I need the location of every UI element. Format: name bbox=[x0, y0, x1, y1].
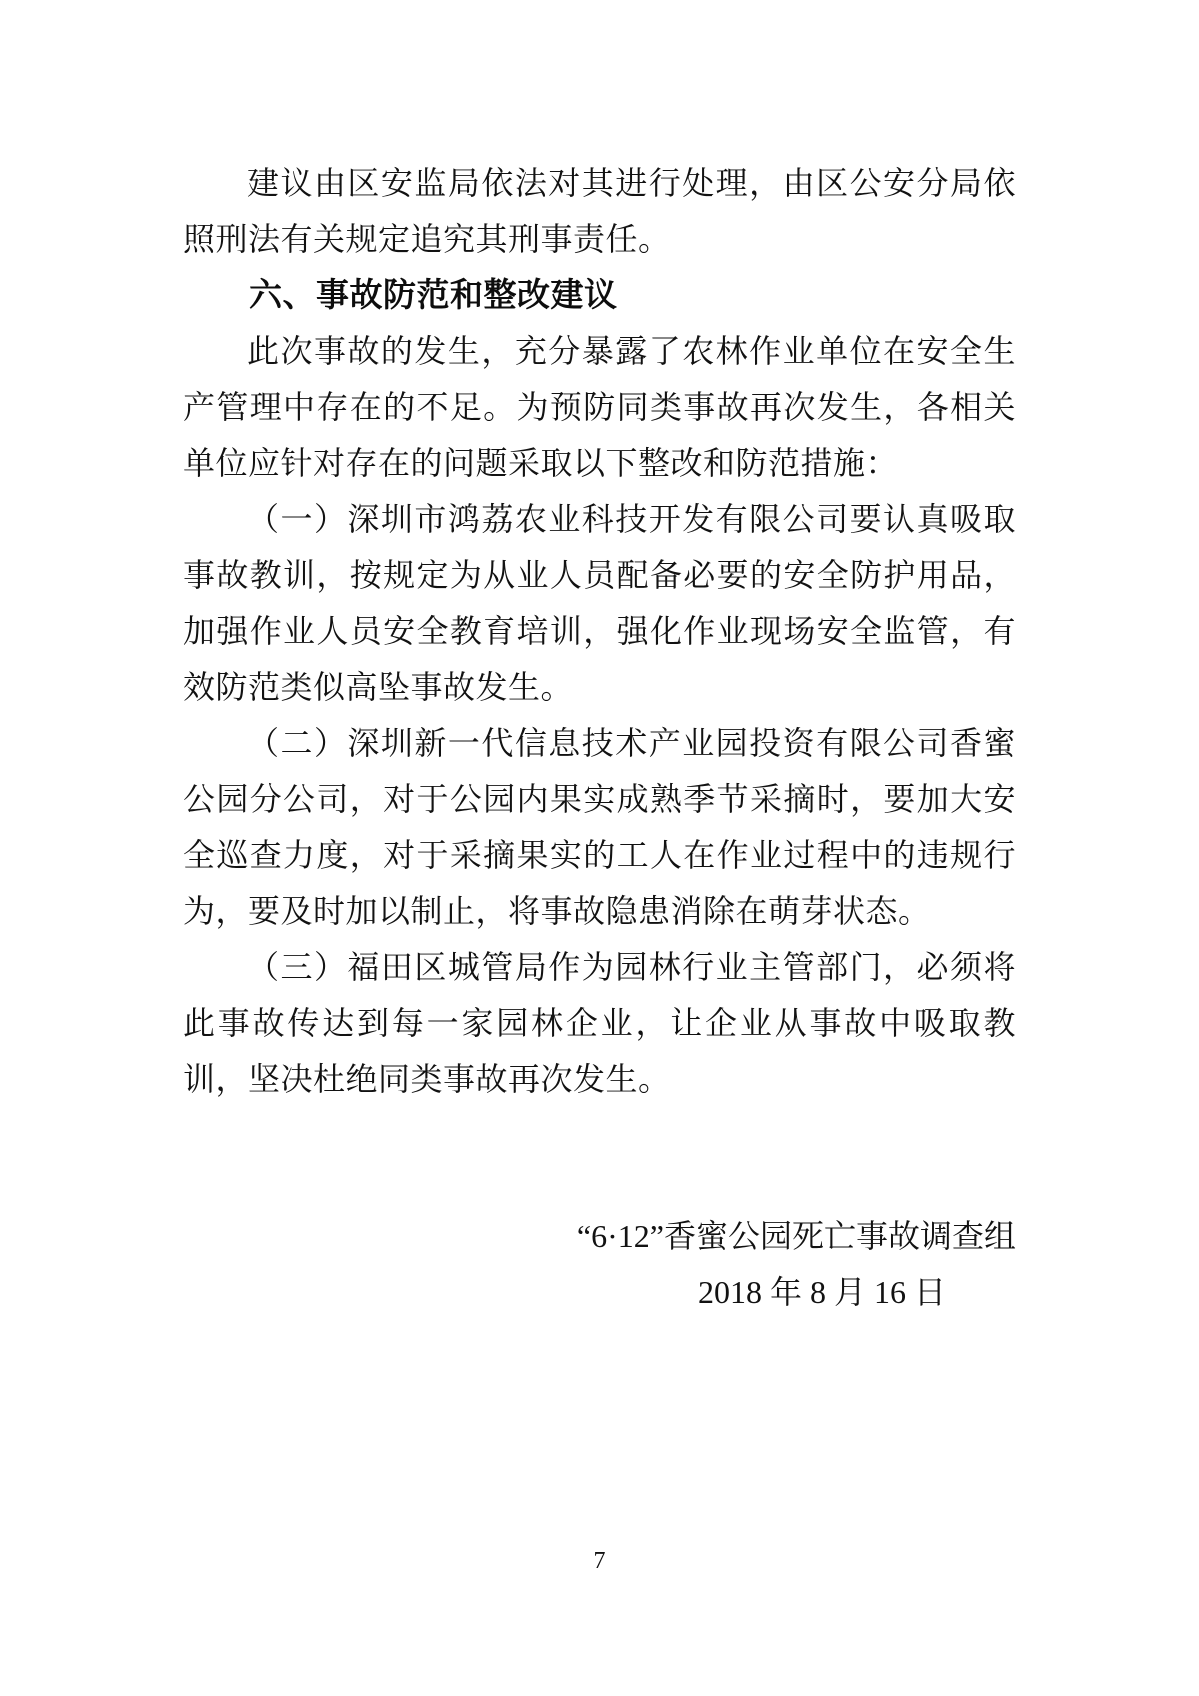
paragraph-legal-action: 建议由区安监局依法对其进行处理，由区公安分局依照刑法有关规定追究其刑事责任。 bbox=[183, 165, 1016, 257]
signature-organization: “6·12”香蜜公园死亡事故调查组 bbox=[576, 1218, 1016, 1254]
paragraph-recommendation-3: （三）福田区城管局作为园林行业主管部门，必须将此事故传达到每一家园林企业，让企业从事故中吸取教训，坚决杜绝同类事故再次发生。 bbox=[183, 949, 1016, 1097]
signature-date: 2018 年 8 月 16 日 bbox=[697, 1274, 946, 1310]
section-heading-prevention-recommendations: 六、事故防范和整改建议 bbox=[249, 276, 618, 313]
document-body bbox=[183, 155, 1016, 1107]
page-number: 7 bbox=[593, 1548, 606, 1574]
paragraph-intro: 此次事故的发生，充分暴露了农林作业单位在安全生产管理中存在的不足。为预防同类事故再次发生，各相关单位应针对存在的问题采取以下整改和防范措施： bbox=[183, 333, 1016, 481]
paragraph-recommendation-2: （二）深圳新一代信息技术产业园投资有限公司香蜜公园分公司，对于公园内果实成熟季节采摘时，要加大安全巡查力度，对于采摘果实的工人在作业过程中的违规行为，要及时加以制止，将事故隐患消除在萌芽状态。 bbox=[183, 725, 1016, 929]
paragraph-recommendation-1: （一）深圳市鸿荔农业科技开发有限公司要认真吸取事故教训，按规定为从业人员配备必要的安全防护用品，加强作业人员安全教育培训，强化作业现场安全监管，有效防范类似高坠事故发生。 bbox=[183, 501, 1016, 705]
